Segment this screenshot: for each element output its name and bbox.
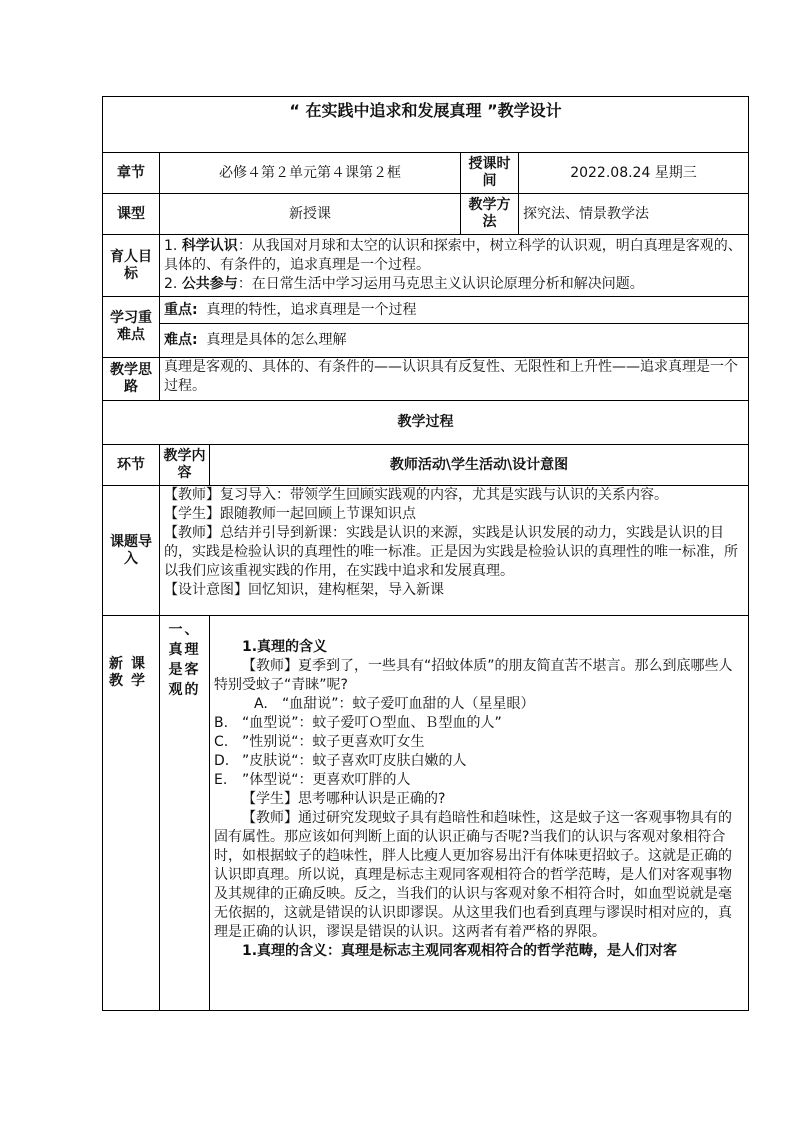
definition-conclusion: 1.真理的含义：真理是标志主观同客观相符合的哲学范畴，是人们对客 [242, 943, 678, 959]
col-content-header: 教学内容 [160, 445, 210, 486]
difficult-point-text: 真理是具体的怎么理解 [206, 332, 347, 348]
teaching-idea-text: 真理是客观的、具体的、有条件的——认识具有反复性、无限性和上升性——追求真理是一个过程。 [160, 358, 749, 401]
option-d: D. ”皮肤说“：蚊子喜欢叮皮肤白嫩的人 [214, 753, 467, 769]
option-c: C. ”性别说“：蚊子更喜欢叮女生 [214, 734, 425, 750]
difficult-point-label: 难点: [164, 332, 198, 348]
intro-label: 课题导入 [103, 486, 160, 616]
col-activity-header: 教师活动\学生活动\设计意图 [210, 445, 749, 486]
section-heading: 1.真理的含义 [242, 639, 328, 655]
intro-line-3: 【教师】总结并引导到新课：实践是认识的来源，实践是认识发展的动力，实践是认识的目的，实践是检验认识的真理性的唯一标准。正是因为实践是检验认识的真理性的唯一标准，所以我们应该重视实践的作用，在实践中追求和发展真理。 [164, 525, 738, 579]
new-lesson-subsection [160, 616, 210, 1011]
lesson-type-label: 课型 [103, 194, 160, 235]
teaching-idea-label: 教学思路 [103, 358, 160, 401]
difficult-point-row [160, 324, 749, 358]
goal-key-2: 公共参与 [181, 276, 238, 292]
key-point-text: 真理的特性，追求真理是一个过程 [206, 301, 417, 318]
option-a: A. “血甜说”：蚊子爱叮血甜的人（星星眼） [254, 696, 535, 712]
key-point-row [160, 297, 749, 324]
teacher-explanation: 【教师】通过研究发现蚊子具有趋暗性和趋味性，这是蚊子这一客观事物具有的固有属性。那应该如何判断上面的认识正确与否呢?当我们的认识与客观对象相符合时，如根据蚊子的趋味性，胖人比瘦人更加容易出汗有体味更招蚊子。这就是正确的认识即真理。所以说，真理是标志主观同客观相符合的哲学范畴，是人们对客观事物及其规律的正确反映。反之，当我们的认识与客观对象不相符合时，如血型说就是毫无依据的，这就是错误的认识即谬误。从这里我们也看到真理与谬误时相对应的，真理是正确的认识，谬误是错误的认识。这两者有着严格的界限。 [214, 810, 732, 940]
col-stage-header: 环节 [103, 445, 160, 486]
key-point-label: 重点: [164, 301, 198, 318]
goal-item-2: 2. 公共参与：在日常生活中学习运用马克思主义认识论原理分析和解决问题。 [164, 276, 644, 292]
subsection-title: 一、真理是客观的 [168, 622, 201, 698]
goals-label: 育人目标 [103, 235, 160, 297]
document-title: “ 在实践中追求和发展真理 ”教学设计 [103, 97, 749, 153]
goal-item-1: 1. 科学认识：从我国对月球和太空的认识和探索中，树立科学的认识观，明白真理是客观的、具体的、有条件的，追求真理是一个过程。 [164, 238, 742, 273]
chapter-value: 必修４第２单元第４课第２框 [160, 153, 461, 194]
intro-content [160, 486, 749, 616]
teacher-question: 【教师】夏季到了，一些具有“招蚊体质”的朋友简直苦不堪言。那么到底哪些人特别受蚊子“青睐”呢? [214, 658, 733, 693]
focus-label: 学习重难点 [103, 297, 160, 358]
class-time-label: 授课时间 [461, 153, 519, 194]
goals-content [160, 235, 749, 297]
option-e: E. ”体型说“：更喜欢叮胖的人 [214, 772, 411, 788]
option-b: B. “血型说”：蚊子爱叮Ｏ型血、Ｂ型血的人” [214, 715, 502, 731]
chapter-label: 章节 [103, 153, 160, 194]
intro-line-4: 【设计意图】回忆知识，建构框架，导入新课 [164, 582, 444, 598]
teaching-method-value: 探究法、情景教学法 [519, 194, 749, 235]
student-activity: 【学生】思考哪种认识是正确的? [242, 791, 446, 807]
new-lesson-label: 新课教学 [103, 616, 160, 1011]
class-time-value: 2022.08.24 星期三 [519, 153, 749, 194]
lesson-plan-table [102, 96, 749, 1011]
process-title: 教学过程 [103, 401, 749, 445]
intro-line-1: 【教师】复习导入：带领学生回顾实践观的内容，尤其是实践与认识的关系内容。 [164, 487, 668, 503]
new-lesson-content [210, 616, 749, 1011]
lesson-type-value: 新授课 [160, 194, 461, 235]
teaching-method-label: 教学方法 [461, 194, 519, 235]
intro-line-2: 【学生】跟随教师一起回顾上节课知识点 [164, 506, 416, 522]
goal-key-1: 科学认识 [181, 238, 238, 254]
